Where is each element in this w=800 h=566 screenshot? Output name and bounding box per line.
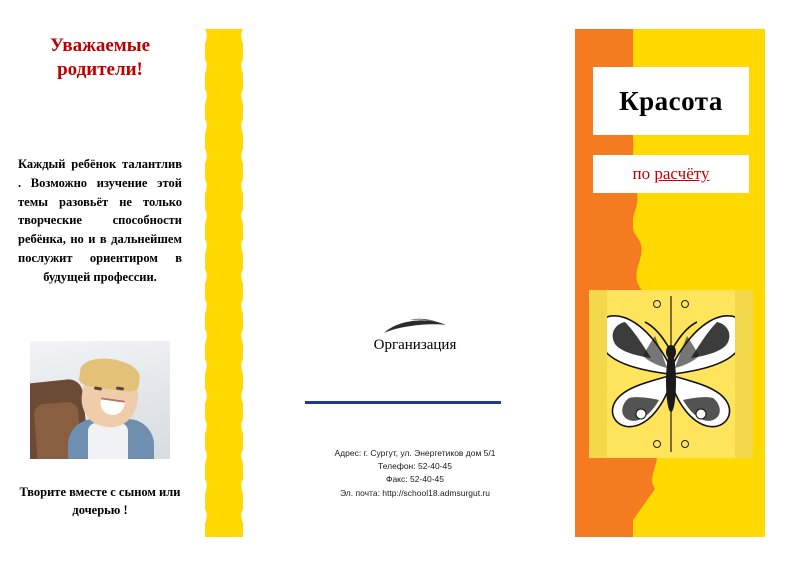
contact-phone: Телефон: 52-40-45 [377,461,452,472]
arrow-swoosh-icon [380,316,450,336]
middle-panel [255,0,575,566]
butterfly-icon [589,290,753,458]
yellow-wave-divider [205,29,243,537]
organization-title: Организация [373,337,457,353]
butterfly-bg-left [589,290,607,458]
photo-shirt-shape [88,423,128,459]
child-photo [30,341,170,459]
contact-email: Эл. почта: http://school18.admsurgut.ru [339,487,491,498]
left-panel [0,0,200,566]
organization-logo [380,316,450,336]
cover-title-box [593,67,749,135]
butterfly-image [589,290,753,458]
left-panel-headline: Уважаемые родители! [49,35,151,80]
cover-panel [575,29,765,537]
yellow-wave-icon [205,29,243,537]
cover-subtitle-underlined: расчёту [654,164,710,183]
butterfly-bg-right [735,290,753,458]
left-panel-body-text: Каждый ребёнок талантлив . Возможно изучение этой темы разовьёт не только творческие способности ребёнка, но и в дальнейшем послужит ориентиром в будущей профессии. [18,157,182,284]
contact-block [275,447,555,500]
cover-subtitle [633,164,710,184]
cover-subtitle-prefix: по [632,164,655,183]
left-panel-footer-text: Творите вместе с сыном или дочерью ! [19,485,181,518]
contact-fax: Факс: 52-40-45 [385,474,444,485]
cover-subtitle-box [593,155,749,193]
contact-address: Адрес: г. Сургут, ул. Энергетиков дом 5/1 [334,448,496,458]
blue-divider-rule [305,401,501,404]
cover-title: Красота [619,85,723,116]
